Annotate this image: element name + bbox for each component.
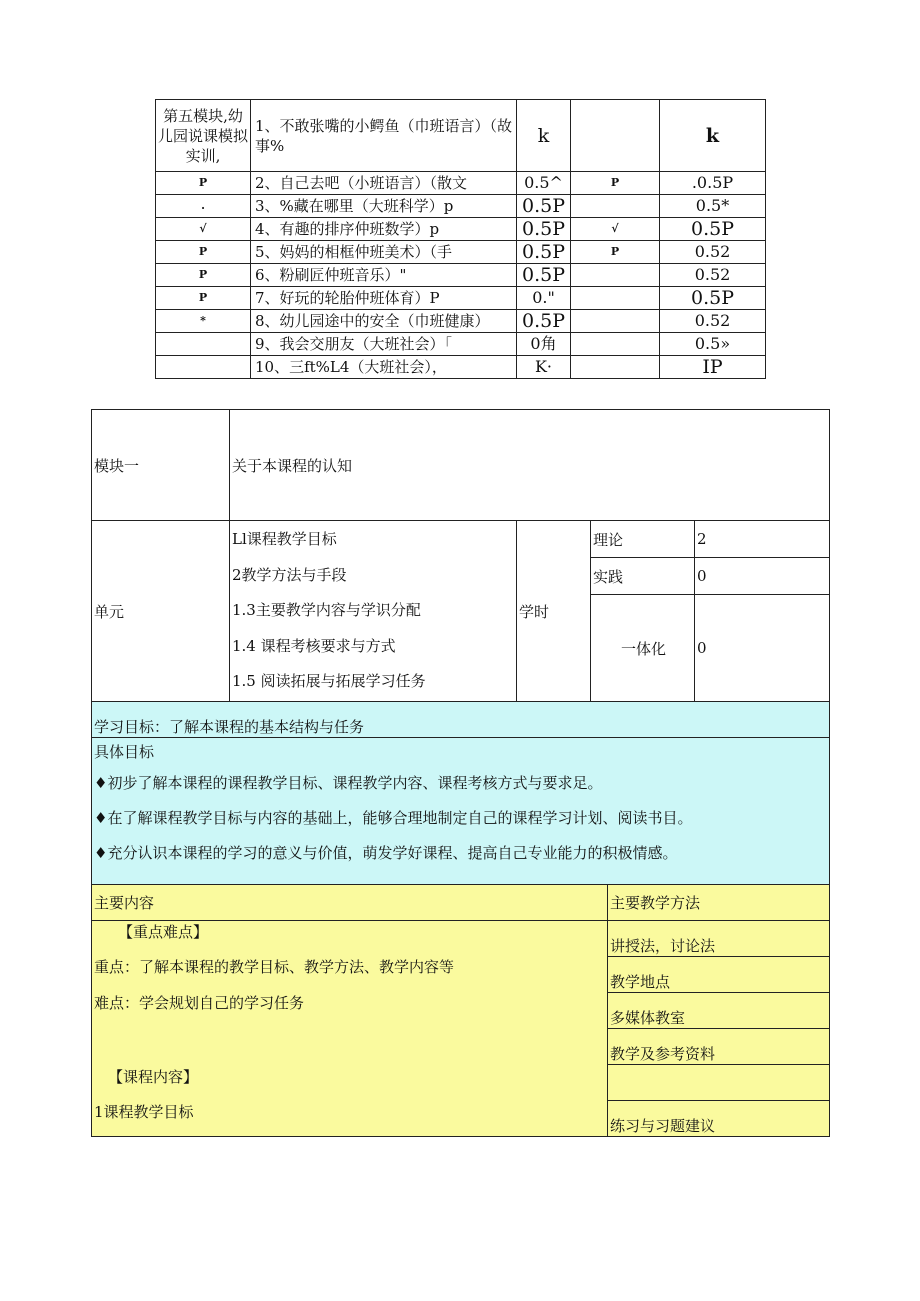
score-cell: 0.52 [660, 310, 766, 333]
row-mark-cell: P [156, 172, 251, 195]
row-mark-cell: * [156, 310, 251, 333]
course-content-heading: 【课程内容】 [108, 1068, 199, 1086]
lesson-title-cell: 8、幼儿园途中的安全（巾班健康） [251, 310, 517, 333]
detail-goal-item: ♦初步了解本课程的课程教学目标、课程教学内容、课程考核方式与要求足。 [94, 774, 603, 792]
module-row [156, 218, 766, 241]
module-value-cell [230, 410, 830, 521]
unit-key-cell [92, 521, 230, 702]
module-key: 模块一 [94, 456, 140, 475]
row-mark-cell: . [156, 195, 251, 218]
row-mark-cell [571, 264, 660, 287]
row-mark-cell: P [156, 264, 251, 287]
hours-label: 学时 [519, 602, 550, 621]
row-mark-cell [571, 356, 660, 379]
row-mark-cell: √ [571, 218, 660, 241]
main-content-label-cell [92, 885, 608, 921]
course-module-table [155, 99, 766, 379]
hours-value: 0 [697, 639, 707, 657]
score-cell: 0.5P [660, 218, 766, 241]
module-row [156, 310, 766, 333]
learning-goal: 学习目标：了解本课程的基本结构与任务 [94, 718, 365, 736]
detail-goal-item: ♦在了解课程教学目标与内容的基础上，能够合理地制定自己的课程学习计划、阅读书目。 [94, 809, 693, 827]
place-label-cell [608, 957, 830, 993]
unit-item: 2教学方法与手段 [232, 565, 347, 584]
score-cell: 0.5* [660, 195, 766, 218]
exercise-label: 练习与习题建议 [610, 1117, 716, 1135]
lesson-title-cell: 5、妈妈的相框仲班美术）（手 [251, 241, 517, 264]
place-value-cell [608, 993, 830, 1029]
score-cell: .0.5P [660, 172, 766, 195]
module-label-cell: 第五模块,幼儿园说课模拟实训, [156, 100, 251, 172]
learning-goal-cell [92, 702, 830, 738]
score-cell: k [660, 100, 766, 172]
detail-goals-cell [92, 738, 830, 885]
module-row [156, 195, 766, 218]
unit-items-cell [230, 521, 517, 702]
row-mark-cell [156, 356, 251, 379]
unit-item: 1.3主要教学内容与学识分配 [232, 601, 421, 620]
hours-type-label: 实践 [593, 567, 624, 586]
score-cell: 0.52 [660, 241, 766, 264]
lesson-title-cell: 3、%藏在哪里（大班科学）p [251, 195, 517, 218]
unit-item: 1.5 阅读拓展与拓展学习任务 [232, 672, 426, 691]
hours-type-cell [591, 595, 695, 702]
lesson-title-cell: 2、自己去吧（小班语言）（散文 [251, 172, 517, 195]
module-row [156, 333, 766, 356]
score-cell: 0.5P [517, 310, 571, 333]
lesson-title-cell: 10、三ft%L4（大班社会）， [251, 356, 517, 379]
hours-value-cell [695, 558, 830, 595]
main-method-label: 主要教学方法 [610, 894, 701, 912]
score-cell: 0.52 [660, 264, 766, 287]
row-mark-cell [571, 333, 660, 356]
hours-key-cell [517, 521, 591, 702]
reference-label-cell [608, 1029, 830, 1065]
row-mark-cell [571, 195, 660, 218]
module-key-cell [92, 410, 230, 521]
detail-goals-title: 具体目标 [94, 743, 155, 761]
key-point: 重点：了解本课程的教学目标、教学方法、教学内容等 [94, 958, 455, 976]
lesson-title-cell: 7、好玩的轮胎仲班体育）P [251, 287, 517, 310]
row-mark-cell [156, 333, 251, 356]
method-value: 讲授法，讨论法 [610, 937, 716, 955]
course-item: 1课程教学目标 [94, 1103, 194, 1121]
score-cell: 0.5» [660, 333, 766, 356]
score-cell: 0.5^ [517, 172, 571, 195]
hours-value: 2 [697, 530, 707, 548]
hours-type-cell [591, 521, 695, 558]
score-cell: 0.5P [517, 218, 571, 241]
lesson-title-cell: 9、我会交朋友（大班社会）「 [251, 333, 517, 356]
module-row [156, 100, 766, 172]
row-mark-cell: P [571, 241, 660, 264]
lesson-title-cell: 4、有趣的排序仲班数学）p [251, 218, 517, 241]
unit-plan-table [91, 409, 830, 1137]
score-cell: 0.5P [517, 241, 571, 264]
row-mark-cell [571, 100, 660, 172]
lesson-title-cell: 6、粉刷匠仲班音乐）" [251, 264, 517, 287]
place-value: 多媒体教室 [610, 1009, 686, 1027]
score-cell: k [517, 100, 571, 172]
lesson-title-cell: 1、不敢张嘴的小鳄鱼（巾班语言）（故事% [251, 100, 517, 172]
row-mark-cell: √ [156, 218, 251, 241]
hours-value-cell [695, 595, 830, 702]
main-content-cell [92, 921, 608, 1137]
hours-type-label: 一体化 [620, 639, 666, 658]
row-mark-cell: P [156, 241, 251, 264]
method-value-cell [608, 921, 830, 957]
exercise-label-cell [608, 1101, 830, 1137]
hours-type-cell [591, 558, 695, 595]
module-row [156, 172, 766, 195]
unit-item: 1.4 课程考核要求与方式 [232, 636, 396, 655]
difficulty: 难点：学会规划自己的学习任务 [94, 994, 305, 1012]
row-mark-cell [571, 310, 660, 333]
hours-value-cell [695, 521, 830, 558]
score-cell: 0角 [517, 333, 571, 356]
key-points-heading: 【重点难点】 [118, 923, 209, 941]
detail-goal-item: ♦充分认识本课程的学习的意义与价值，萌发学好课程、提高自己专业能力的积极情感。 [94, 844, 678, 862]
module-row [156, 264, 766, 287]
reference-label: 教学及参考资料 [610, 1045, 716, 1063]
reference-value-cell [608, 1065, 830, 1101]
main-method-label-cell [608, 885, 830, 921]
score-cell: K· [517, 356, 571, 379]
score-cell: 0.5P [517, 264, 571, 287]
module-row [156, 241, 766, 264]
score-cell: 0.5P [517, 195, 571, 218]
row-mark-cell: P [571, 172, 660, 195]
row-mark-cell [571, 287, 660, 310]
module-row [156, 287, 766, 310]
main-content-label: 主要内容 [94, 894, 155, 912]
hours-value: 0 [697, 567, 707, 585]
score-cell: 0." [517, 287, 571, 310]
row-mark-cell: P [156, 287, 251, 310]
place-label: 教学地点 [610, 973, 671, 991]
unit-key: 单元 [94, 602, 125, 621]
hours-type-label: 理论 [593, 530, 624, 549]
module-row [156, 356, 766, 379]
score-cell: IP [660, 356, 766, 379]
score-cell: 0.5P [660, 287, 766, 310]
unit-item: Ll课程教学目标 [232, 530, 337, 549]
module-title: 关于本课程的认知 [232, 456, 353, 475]
